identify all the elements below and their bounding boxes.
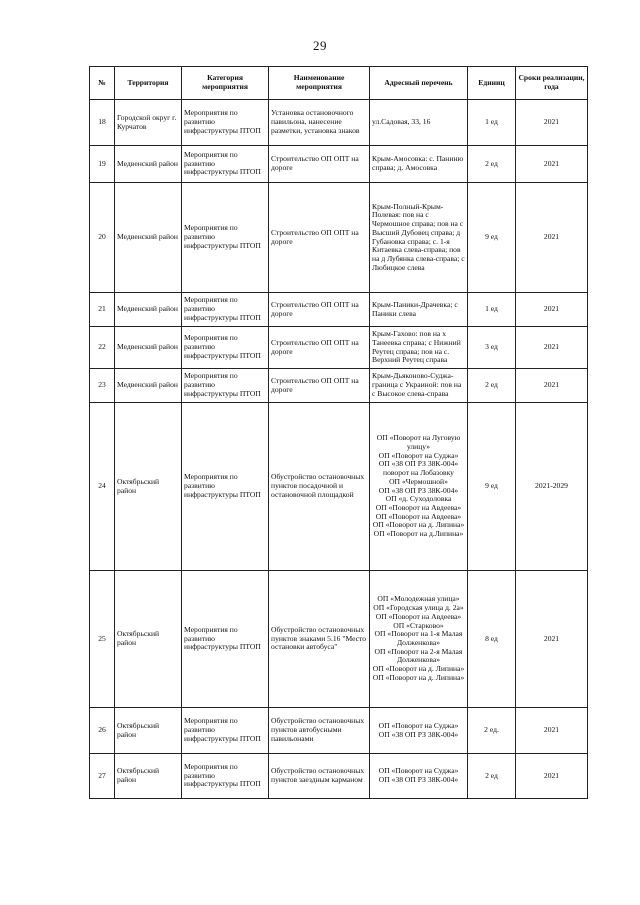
address-cell xyxy=(370,293,468,327)
period-cell: 2021 xyxy=(516,183,588,293)
measure-name-cell: Строительство ОП ОПТ на дороге xyxy=(269,183,370,293)
territory-cell: Октябрьский район xyxy=(115,403,182,571)
territory-cell: Октябрьский район xyxy=(115,708,182,754)
address-cell xyxy=(370,571,468,708)
period-cell: 2021 xyxy=(516,100,588,146)
row-number: 24 xyxy=(90,403,115,571)
address-line: ОП «Поворот на Авдеева» xyxy=(375,611,462,621)
address-cell xyxy=(370,146,468,183)
address-line: ОП «Поворот на Луговую улицу» xyxy=(376,433,461,451)
category-cell: Мероприятия по развитию инфраструктуры ПТОП xyxy=(182,571,269,708)
category-cell: Мероприятия по развитию инфраструктуры ПТОП xyxy=(182,293,269,327)
period-cell: 2021-2029 xyxy=(516,403,588,571)
table-row xyxy=(90,146,588,183)
address-line: ОП «38 ОП РЗ 38К-004» xyxy=(378,485,459,495)
row-number: 27 xyxy=(90,754,115,799)
page-number: 29 xyxy=(313,38,327,53)
header-units: Единиц xyxy=(468,67,516,100)
address-line: ул.Садовая, 33, 16 xyxy=(372,117,431,127)
territory-cell: Медвенский район xyxy=(115,327,182,369)
table-row xyxy=(90,369,588,403)
category-cell: Мероприятия по развитию инфраструктуры ПТОП xyxy=(182,146,269,183)
address-cell xyxy=(370,100,468,146)
address-line: ОП «Поворот на д. Липина» xyxy=(372,672,465,682)
measure-name-cell: Обустройство остановочных пунктов автобусными павильонами xyxy=(269,708,370,754)
address-line: ОП «Поворот на Суджа» xyxy=(378,766,459,776)
address-line: ОП «Поворот на д. Липина» xyxy=(372,520,465,530)
territory-cell: Октябрьский район xyxy=(115,571,182,708)
territory-cell: Медвенский район xyxy=(115,183,182,293)
row-number: 22 xyxy=(90,327,115,369)
measure-name-cell: Установка остановочного павильона, нанесение разметки, установка знаков xyxy=(269,100,370,146)
address-line: ОП «Чермошной» xyxy=(389,476,448,486)
units-cell: 9 ед xyxy=(468,183,516,293)
address-line: ОП «Старково» xyxy=(393,620,444,630)
units-cell: 9 ед xyxy=(468,403,516,571)
period-cell: 2021 xyxy=(516,708,588,754)
row-number: 18 xyxy=(90,100,115,146)
address-line: ОП «Поворот на д.Липина» xyxy=(373,529,464,539)
territory-cell: Городской округ г. Курчатов xyxy=(115,100,182,146)
address-line: ОП «Поворот на 1-я Малая Долженкова» xyxy=(374,629,463,647)
period-cell: 2021 xyxy=(516,327,588,369)
category-cell: Мероприятия по развитию инфраструктуры ПТОП xyxy=(182,100,269,146)
table-row xyxy=(90,754,588,799)
period-cell: 2021 xyxy=(516,369,588,403)
address-cell xyxy=(370,369,468,403)
address-line: Крым-Паники-Драчевка; с Паники слева xyxy=(372,299,458,318)
address-line: Крым-Амосовка: с. Паниню справа; д. Амосовка xyxy=(372,154,464,172)
header-territory: Территория xyxy=(115,67,182,100)
row-number: 23 xyxy=(90,369,115,403)
units-cell: 1 ед xyxy=(468,293,516,327)
row-number: 20 xyxy=(90,183,115,293)
measure-name-cell: Обустройство остановочных пунктов посадочной и остановочной площадкой xyxy=(269,403,370,571)
territory-cell: Октябрьский район xyxy=(115,754,182,799)
measure-name-cell: Обустройство остановочных пунктов знаками 5.16 "Место остановки автобуса" xyxy=(269,571,370,708)
category-cell: Мероприятия по развитию инфраструктуры ПТОП xyxy=(182,369,269,403)
address-line: Крым-Дьяконово-Суджа-граница с Украиной: пов на с Высокое слева-справа xyxy=(372,371,462,398)
table-row xyxy=(90,571,588,708)
measure-name-cell: Строительство ОП ОПТ на дороге xyxy=(269,146,370,183)
address-line: ОП «Поворот на Суджа» xyxy=(378,450,459,460)
measure-name-cell: Строительство ОП ОПТ на дороге xyxy=(269,327,370,369)
units-cell: 2 ед. xyxy=(468,708,516,754)
period-cell: 2021 xyxy=(516,754,588,799)
table-row xyxy=(90,327,588,369)
table-body xyxy=(90,100,588,799)
address-cell xyxy=(370,754,468,799)
address-line: ОП «Молодежная улица» xyxy=(377,594,460,604)
address-line: ОП «Городская улица д. 2а» xyxy=(373,603,464,613)
header-address: Адресный перечень xyxy=(370,67,468,100)
units-cell: 2 ед xyxy=(468,754,516,799)
row-number: 26 xyxy=(90,708,115,754)
units-cell: 1 ед xyxy=(468,100,516,146)
address-line: ОП «д. Суходоловка xyxy=(385,494,452,504)
header-category: Категория мероприятия xyxy=(182,67,269,100)
measure-name-cell: Строительство ОП ОПТ на дороге xyxy=(269,293,370,327)
address-line: ОП «38 ОП РЗ 38К-004» xyxy=(378,775,459,784)
row-number: 19 xyxy=(90,146,115,183)
address-line: ОП «Поворот на Авдеева» xyxy=(375,511,462,521)
address-line: ОП «38 ОП РЗ 38К-004» поворот на Лобазовку xyxy=(378,459,459,478)
table-row xyxy=(90,183,588,293)
period-cell: 2021 xyxy=(516,146,588,183)
address-cell xyxy=(370,183,468,293)
address-line: Крым-Полный-Крым-Полевая: пов на с Чермошное справа; пов на с Высший Дубовец справа; д Губановка справа; с. 1-я Китаевка слева-справа; пов на д Лубянка слева-справа; с Любицкое слева xyxy=(372,201,465,272)
period-cell: 2021 xyxy=(516,571,588,708)
address-line: Крым-Гахово: пов на х Танеевка справа; с Нижний Реутец справа; пов на с. Верхний Реутец справа xyxy=(372,329,461,365)
table-row xyxy=(90,708,588,754)
table-row xyxy=(90,100,588,146)
address-cell xyxy=(370,403,468,571)
table-row xyxy=(90,293,588,327)
territory-cell: Медвенский район xyxy=(115,146,182,183)
category-cell: Мероприятия по развитию инфраструктуры ПТОП xyxy=(182,708,269,754)
address-line: ОП «Поворот на Авдеева» xyxy=(375,502,462,512)
units-cell: 2 ед xyxy=(468,369,516,403)
units-cell: 2 ед xyxy=(468,146,516,183)
category-cell: Мероприятия по развитию инфраструктуры ПТОП xyxy=(182,403,269,571)
address-line: ОП «Поворот на 2-я Малая Долженкова» xyxy=(374,646,463,665)
row-number: 21 xyxy=(90,293,115,327)
category-cell: Мероприятия по развитию инфраструктуры ПТОП xyxy=(182,754,269,799)
category-cell: Мероприятия по развитию инфраструктуры ПТОП xyxy=(182,183,269,293)
address-cell xyxy=(370,327,468,369)
address-line: ОП «Поворот на д. Липина» xyxy=(372,664,465,674)
measure-name-cell: Обустройство остановочных пунктов заездным карманом xyxy=(269,754,370,799)
category-cell: Мероприятия по развитию инфраструктуры ПТОП xyxy=(182,327,269,369)
table-row xyxy=(90,403,588,571)
address-cell xyxy=(370,708,468,754)
address-line: ОП «Поворот на Суджа» xyxy=(378,720,459,730)
header-number: № xyxy=(90,67,115,100)
header-name: Наименование мероприятия xyxy=(269,67,370,100)
territory-cell: Медвенский район xyxy=(115,369,182,403)
header-period: Сроки реализации, года xyxy=(516,67,588,100)
units-cell: 8 ед xyxy=(468,571,516,708)
table-header-row xyxy=(90,67,588,100)
row-number: 25 xyxy=(90,571,115,708)
measures-table xyxy=(89,66,588,799)
measure-name-cell: Строительство ОП ОПТ на дороге xyxy=(269,369,370,403)
period-cell: 2021 xyxy=(516,293,588,327)
address-line: ОП «38 ОП РЗ 38К-004» xyxy=(378,729,459,739)
units-cell: 3 ед xyxy=(468,327,516,369)
territory-cell: Медвенский район xyxy=(115,293,182,327)
